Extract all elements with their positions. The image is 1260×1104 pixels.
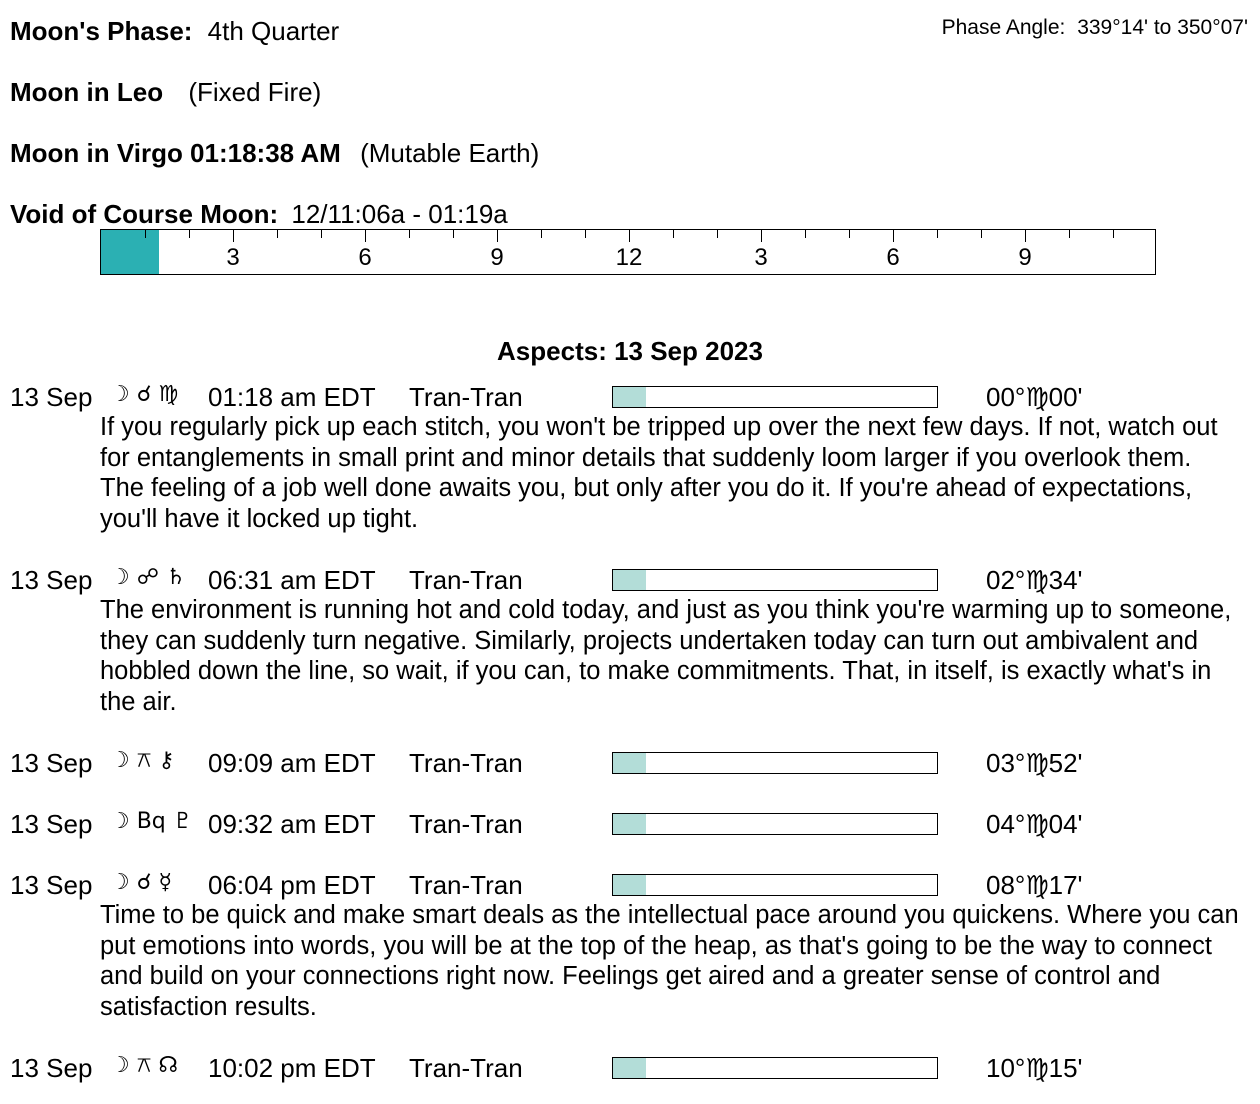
void-of-course-row bbox=[10, 199, 508, 230]
timeline-tick-label: 6 bbox=[886, 244, 900, 271]
aspect-type: Tran-Tran bbox=[409, 870, 523, 900]
timeline-tick bbox=[1069, 230, 1070, 238]
aspect-strength-fill bbox=[613, 753, 646, 773]
timeline-tick bbox=[981, 230, 982, 238]
aspect-glyphs: ☽ Bq ♇ bbox=[110, 809, 193, 834]
aspect-position: 00°♍00' bbox=[986, 382, 1083, 412]
aspects-title: Aspects: 13 Sep 2023 bbox=[497, 336, 763, 366]
aspect-type: Tran-Tran bbox=[409, 809, 523, 839]
aspect-strength-fill bbox=[613, 570, 646, 590]
void-timeline-fill bbox=[101, 230, 159, 274]
aspect-strength-bar bbox=[612, 813, 938, 835]
aspect-strength-bar bbox=[612, 752, 938, 774]
aspect-strength-bar bbox=[612, 386, 938, 408]
aspect-time: 06:04 pm EDT bbox=[208, 870, 376, 900]
timeline-tick bbox=[145, 230, 146, 238]
timeline-tick-label: 3 bbox=[226, 244, 240, 271]
aspect-description: The environment is running hot and cold today, and just as you think you're warming up to someone, they can suddenly turn negative. Similarly, projects undertaken today can turn out ambivalent and hobbled down the line, so wait, if you can, to make commitments. That, in itself, is exactly what's in the air. bbox=[100, 596, 1232, 716]
aspect-glyphs: ☽ ☌ ♍ bbox=[110, 382, 179, 407]
timeline-tick bbox=[453, 230, 454, 238]
aspect-description: If you regularly pick up each stitch, you won't be tripped up over the next few days. If not, watch out for entanglements in small print and minor details that suddenly loom larger if you overlook them. The feeling of a job well done awaits you, but only after you do it. If you're ahead of expectations, you'll have it locked up tight. bbox=[100, 413, 1218, 533]
aspect-time: 09:32 am EDT bbox=[208, 809, 376, 839]
timeline-tick bbox=[277, 230, 278, 238]
moon-sign-1-row bbox=[10, 77, 321, 108]
aspect-type: Tran-Tran bbox=[409, 748, 523, 778]
aspect-position: 04°♍04' bbox=[986, 809, 1083, 839]
timeline-tick-label: 9 bbox=[490, 244, 504, 271]
aspect-strength-fill bbox=[613, 1058, 646, 1078]
timeline-tick bbox=[673, 230, 674, 238]
moon-phase-row bbox=[10, 16, 339, 47]
timeline-tick bbox=[717, 230, 718, 238]
timeline-tick bbox=[321, 230, 322, 238]
aspect-strength-fill bbox=[613, 814, 646, 834]
void-label: Void of Course Moon: bbox=[10, 199, 279, 229]
timeline-tick bbox=[805, 230, 806, 238]
aspect-time: 01:18 am EDT bbox=[208, 382, 376, 412]
timeline-tick bbox=[189, 230, 190, 238]
timeline-tick bbox=[497, 230, 498, 242]
phase-angle-label: Phase Angle: bbox=[941, 16, 1066, 39]
aspect-strength-bar bbox=[612, 1057, 938, 1079]
moon-sign-1: Moon in Leo bbox=[10, 77, 164, 107]
void-timeline bbox=[100, 229, 1156, 275]
aspect-type: Tran-Tran bbox=[409, 565, 523, 595]
aspect-position: 10°♍15' bbox=[986, 1053, 1083, 1083]
aspect-glyphs: ☽ ☌ ☿ bbox=[110, 870, 172, 895]
moon-sign-2-row bbox=[10, 138, 539, 169]
timeline-tick bbox=[761, 230, 762, 242]
aspect-strength-fill bbox=[613, 875, 646, 895]
aspect-strength-bar bbox=[612, 569, 938, 591]
timeline-tick-label: 6 bbox=[358, 244, 372, 271]
aspect-time: 09:09 am EDT bbox=[208, 748, 376, 778]
timeline-tick bbox=[1025, 230, 1026, 242]
aspect-glyphs: ☽ ⚻ ⚷ bbox=[110, 748, 175, 773]
timeline-tick bbox=[233, 230, 234, 242]
aspect-description: Time to be quick and make smart deals as the intellectual pace around you quickens. Where you can put emotions into words, you will be at the top of the heap, as that's going to be the way to connect and build on your connections right now. Feelings get aired and a greater sense of control and satisfaction results. bbox=[100, 901, 1239, 1021]
aspect-strength-fill bbox=[613, 387, 646, 407]
timeline-tick bbox=[541, 230, 542, 238]
phase-angle-value: 339°14' to 350°07' bbox=[1077, 16, 1248, 39]
aspect-position: 03°♍52' bbox=[986, 748, 1083, 778]
moon-sign-2: Moon in Virgo 01:18:38 AM bbox=[10, 138, 341, 168]
aspect-type: Tran-Tran bbox=[409, 382, 523, 412]
aspect-date: 13 Sep bbox=[10, 809, 93, 839]
aspect-strength-bar bbox=[612, 874, 938, 896]
timeline-tick bbox=[937, 230, 938, 238]
aspect-date: 13 Sep bbox=[10, 382, 93, 412]
aspect-date: 13 Sep bbox=[10, 748, 93, 778]
aspect-glyphs: ☽ ☍ ♄ bbox=[110, 565, 186, 590]
timeline-tick bbox=[893, 230, 894, 242]
timeline-tick bbox=[585, 230, 586, 238]
aspect-time: 10:02 pm EDT bbox=[208, 1053, 376, 1083]
timeline-tick bbox=[365, 230, 366, 242]
aspect-date: 13 Sep bbox=[10, 870, 93, 900]
aspect-date: 13 Sep bbox=[10, 1053, 93, 1083]
aspect-glyphs: ☽ ⚻ ☊ bbox=[110, 1053, 178, 1078]
timeline-tick bbox=[1113, 230, 1114, 238]
moon-phase-label: Moon's Phase: bbox=[10, 16, 193, 46]
timeline-tick bbox=[409, 230, 410, 238]
timeline-tick-label: 3 bbox=[754, 244, 768, 271]
aspect-position: 02°♍34' bbox=[986, 565, 1083, 595]
moon-sign-1-note: (Fixed Fire) bbox=[188, 77, 322, 107]
timeline-tick-label: 12 bbox=[615, 244, 643, 271]
timeline-tick bbox=[849, 230, 850, 238]
timeline-tick bbox=[629, 230, 630, 242]
aspect-date: 13 Sep bbox=[10, 565, 93, 595]
moon-sign-2-note: (Mutable Earth) bbox=[360, 138, 540, 168]
moon-phase-value: 4th Quarter bbox=[207, 16, 340, 46]
aspect-time: 06:31 am EDT bbox=[208, 565, 376, 595]
timeline-tick-label: 9 bbox=[1018, 244, 1032, 271]
phase-angle bbox=[942, 16, 1248, 40]
aspect-type: Tran-Tran bbox=[409, 1053, 523, 1083]
aspect-position: 08°♍17' bbox=[986, 870, 1083, 900]
void-value: 12/11:06a - 01:19a bbox=[291, 199, 508, 229]
